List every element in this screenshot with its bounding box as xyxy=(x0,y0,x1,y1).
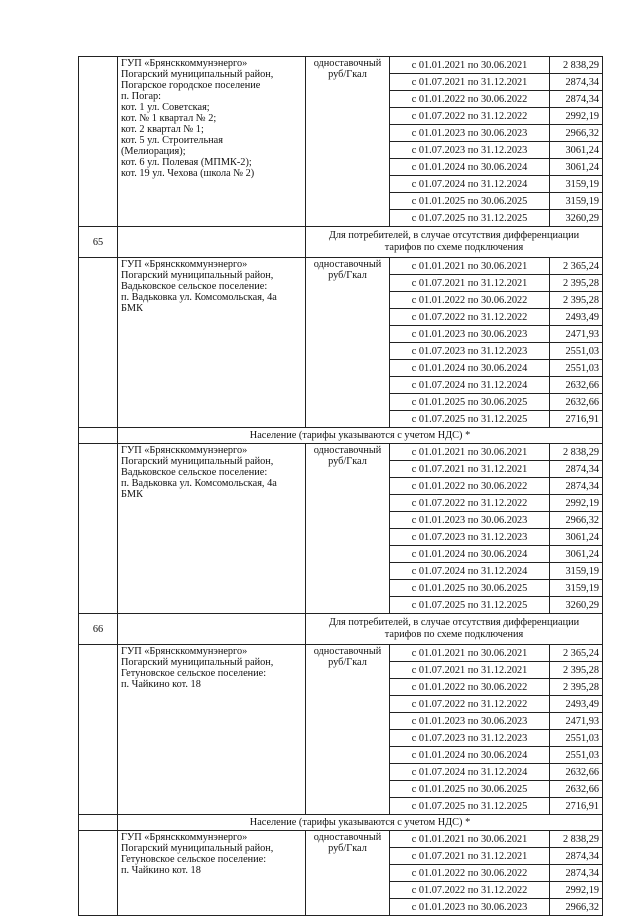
section-header-row xyxy=(79,227,603,258)
unit-cell: одноставочный руб/Гкал xyxy=(306,258,390,428)
row-number: 65 xyxy=(79,227,118,258)
tariff-value-cell: 2632,66 xyxy=(550,764,603,781)
supplier-cell: ГУП «Брянсккоммунэнерго» Погарский муниципальный район, Вадьковское сельское поселение: п. Вадьковка ул. Комсомольская, 4а БМК xyxy=(118,444,306,614)
population-note-row xyxy=(79,815,603,831)
tariff-value-cell: 2874,34 xyxy=(550,91,603,108)
tariff-value-cell: 3061,24 xyxy=(550,546,603,563)
period-cell: с 01.07.2021 по 31.12.2021 xyxy=(390,275,550,292)
tariff-value-cell: 2 395,28 xyxy=(550,679,603,696)
tariff-value-cell: 2992,19 xyxy=(550,882,603,899)
period-cell: с 01.07.2022 по 31.12.2022 xyxy=(390,696,550,713)
tariff-row xyxy=(79,444,603,461)
row-number-cell xyxy=(79,645,118,815)
note-asterisk: * xyxy=(465,817,471,828)
period-cell: с 01.01.2023 по 30.06.2023 xyxy=(390,326,550,343)
period-cell: с 01.07.2023 по 31.12.2023 xyxy=(390,529,550,546)
tariff-value-cell: 3159,19 xyxy=(550,563,603,580)
section-header-row xyxy=(79,614,603,645)
tariff-value-cell: 2471,93 xyxy=(550,713,603,730)
tariff-value-cell: 3260,29 xyxy=(550,210,603,227)
period-cell: с 01.01.2024 по 30.06.2024 xyxy=(390,747,550,764)
tariff-value-cell: 2716,91 xyxy=(550,411,603,428)
supplier-cell: ГУП «Брянсккоммунэнерго» Погарский муниципальный район, Вадьковское сельское поселение: п. Вадьковка ул. Комсомольская, 4а БМК xyxy=(118,258,306,428)
tariff-value-cell: 2 838,29 xyxy=(550,831,603,848)
tariff-value-cell: 3159,19 xyxy=(550,176,603,193)
period-cell: с 01.01.2025 по 30.06.2025 xyxy=(390,781,550,798)
section-header-text: Для потребителей, в случае отсутствия дифференциации тарифов по схеме подключения xyxy=(306,614,603,645)
tariff-value-cell: 2874,34 xyxy=(550,461,603,478)
period-cell: с 01.07.2022 по 31.12.2022 xyxy=(390,108,550,125)
period-cell: с 01.07.2025 по 31.12.2025 xyxy=(390,798,550,815)
unit-cell: одноставочный руб/Гкал xyxy=(306,831,390,916)
period-cell: с 01.07.2021 по 31.12.2021 xyxy=(390,662,550,679)
period-cell: с 01.07.2021 по 31.12.2021 xyxy=(390,848,550,865)
blank-cell xyxy=(118,227,306,258)
unit-cell: одноставочный руб/Гкал xyxy=(306,57,390,227)
blank-cell xyxy=(79,815,118,831)
tariff-value-cell: 3061,24 xyxy=(550,159,603,176)
tariff-row xyxy=(79,831,603,848)
supplier-cell: ГУП «Брянсккоммунэнерго» Погарский муниципальный район, Гетуновское сельское поселение: п. Чайкино кот. 18 xyxy=(118,645,306,815)
period-cell: с 01.01.2023 по 30.06.2023 xyxy=(390,125,550,142)
tariff-value-cell: 2551,03 xyxy=(550,360,603,377)
tariff-value-cell: 2 838,29 xyxy=(550,57,603,74)
unit-cell: одноставочный руб/Гкал xyxy=(306,444,390,614)
tariff-value-cell: 3061,24 xyxy=(550,142,603,159)
tariff-value-cell: 2716,91 xyxy=(550,798,603,815)
period-cell: с 01.01.2025 по 30.06.2025 xyxy=(390,193,550,210)
period-cell: с 01.01.2025 по 30.06.2025 xyxy=(390,394,550,411)
population-note xyxy=(118,815,603,831)
tariff-value-cell: 2874,34 xyxy=(550,848,603,865)
period-cell: с 01.01.2024 по 30.06.2024 xyxy=(390,360,550,377)
tariff-value-cell: 2632,66 xyxy=(550,394,603,411)
tariff-value-cell: 2632,66 xyxy=(550,781,603,798)
period-cell: с 01.07.2024 по 31.12.2024 xyxy=(390,764,550,781)
tariff-value-cell: 2 395,28 xyxy=(550,292,603,309)
tariff-value-cell: 2874,34 xyxy=(550,74,603,91)
period-cell: с 01.01.2022 по 30.06.2022 xyxy=(390,478,550,495)
period-cell: с 01.01.2022 по 30.06.2022 xyxy=(390,865,550,882)
tariff-value-cell: 2992,19 xyxy=(550,495,603,512)
tariff-row xyxy=(79,645,603,662)
row-number-cell xyxy=(79,57,118,227)
tariff-value-cell: 2551,03 xyxy=(550,747,603,764)
period-cell: с 01.07.2022 по 31.12.2022 xyxy=(390,495,550,512)
tariff-value-cell: 3260,29 xyxy=(550,597,603,614)
tariff-value-cell: 2 365,24 xyxy=(550,258,603,275)
period-cell: с 01.01.2021 по 30.06.2021 xyxy=(390,831,550,848)
blank-cell xyxy=(79,428,118,444)
population-note-text: Население (тарифы указываются с учетом НДС) xyxy=(249,430,463,441)
tariff-value-cell: 2966,32 xyxy=(550,899,603,916)
period-cell: с 01.07.2023 по 31.12.2023 xyxy=(390,343,550,360)
period-cell: с 01.01.2025 по 30.06.2025 xyxy=(390,580,550,597)
tariff-table xyxy=(78,56,603,916)
tariff-row xyxy=(79,258,603,275)
tariff-value-cell: 2874,34 xyxy=(550,865,603,882)
supplier-cell: ГУП «Брянсккоммунэнерго» Погарский муниципальный район, Гетуновское сельское поселение: п. Чайкино кот. 18 xyxy=(118,831,306,916)
tariff-value-cell: 2632,66 xyxy=(550,377,603,394)
row-number-cell xyxy=(79,444,118,614)
tariff-value-cell: 2493,49 xyxy=(550,696,603,713)
tariff-row xyxy=(79,57,603,74)
period-cell: с 01.01.2021 по 30.06.2021 xyxy=(390,57,550,74)
period-cell: с 01.07.2023 по 31.12.2023 xyxy=(390,142,550,159)
period-cell: с 01.01.2023 по 30.06.2023 xyxy=(390,713,550,730)
period-cell: с 01.01.2023 по 30.06.2023 xyxy=(390,899,550,916)
period-cell: с 01.01.2021 по 30.06.2021 xyxy=(390,258,550,275)
supplier-cell: ГУП «Брянсккоммунэнерго» Погарский муниципальный район, Погарское городское поселение п. Погар: кот. 1 ул. Советская; кот. № 1 квартал № 2; кот. 2 квартал № 1; кот. 5 ул. Строительная (Мелиорация); кот. 6 ул. Полевая (МПМК-2); кот. 19 ул. Чехова (школа № 2) xyxy=(118,57,306,227)
period-cell: с 01.07.2024 по 31.12.2024 xyxy=(390,176,550,193)
unit-cell: одноставочный руб/Гкал xyxy=(306,645,390,815)
period-cell: с 01.07.2024 по 31.12.2024 xyxy=(390,563,550,580)
tariff-value-cell: 3159,19 xyxy=(550,193,603,210)
period-cell: с 01.07.2025 по 31.12.2025 xyxy=(390,597,550,614)
period-cell: с 01.07.2021 по 31.12.2021 xyxy=(390,461,550,478)
tariff-value-cell: 2992,19 xyxy=(550,108,603,125)
row-number-cell xyxy=(79,258,118,428)
period-cell: с 01.07.2023 по 31.12.2023 xyxy=(390,730,550,747)
population-note-text: Население (тарифы указываются с учетом НДС) xyxy=(249,817,463,828)
tariff-value-cell: 2 365,24 xyxy=(550,645,603,662)
period-cell: с 01.01.2022 по 30.06.2022 xyxy=(390,292,550,309)
period-cell: с 01.01.2021 по 30.06.2021 xyxy=(390,645,550,662)
section-header-text: Для потребителей, в случае отсутствия дифференциации тарифов по схеме подключения xyxy=(306,227,603,258)
row-number: 66 xyxy=(79,614,118,645)
blank-cell xyxy=(118,614,306,645)
tariff-value-cell: 3159,19 xyxy=(550,580,603,597)
period-cell: с 01.07.2022 по 31.12.2022 xyxy=(390,309,550,326)
period-cell: с 01.01.2021 по 30.06.2021 xyxy=(390,444,550,461)
period-cell: с 01.07.2024 по 31.12.2024 xyxy=(390,377,550,394)
period-cell: с 01.01.2022 по 30.06.2022 xyxy=(390,679,550,696)
period-cell: с 01.01.2024 по 30.06.2024 xyxy=(390,546,550,563)
population-note-row xyxy=(79,428,603,444)
tariff-value-cell: 2966,32 xyxy=(550,512,603,529)
row-number-cell xyxy=(79,831,118,916)
tariff-value-cell: 2 395,28 xyxy=(550,662,603,679)
period-cell: с 01.07.2021 по 31.12.2021 xyxy=(390,74,550,91)
tariff-value-cell: 2874,34 xyxy=(550,478,603,495)
tariff-value-cell: 2551,03 xyxy=(550,730,603,747)
tariff-value-cell: 2966,32 xyxy=(550,125,603,142)
period-cell: с 01.07.2025 по 31.12.2025 xyxy=(390,411,550,428)
tariff-value-cell: 2 838,29 xyxy=(550,444,603,461)
population-note xyxy=(118,428,603,444)
note-asterisk: * xyxy=(465,430,471,441)
tariff-value-cell: 2493,49 xyxy=(550,309,603,326)
period-cell: с 01.01.2022 по 30.06.2022 xyxy=(390,91,550,108)
tariff-value-cell: 2471,93 xyxy=(550,326,603,343)
tariff-value-cell: 3061,24 xyxy=(550,529,603,546)
period-cell: с 01.07.2022 по 31.12.2022 xyxy=(390,882,550,899)
period-cell: с 01.01.2023 по 30.06.2023 xyxy=(390,512,550,529)
tariff-value-cell: 2551,03 xyxy=(550,343,603,360)
tariff-value-cell: 2 395,28 xyxy=(550,275,603,292)
period-cell: с 01.01.2024 по 30.06.2024 xyxy=(390,159,550,176)
period-cell: с 01.07.2025 по 31.12.2025 xyxy=(390,210,550,227)
